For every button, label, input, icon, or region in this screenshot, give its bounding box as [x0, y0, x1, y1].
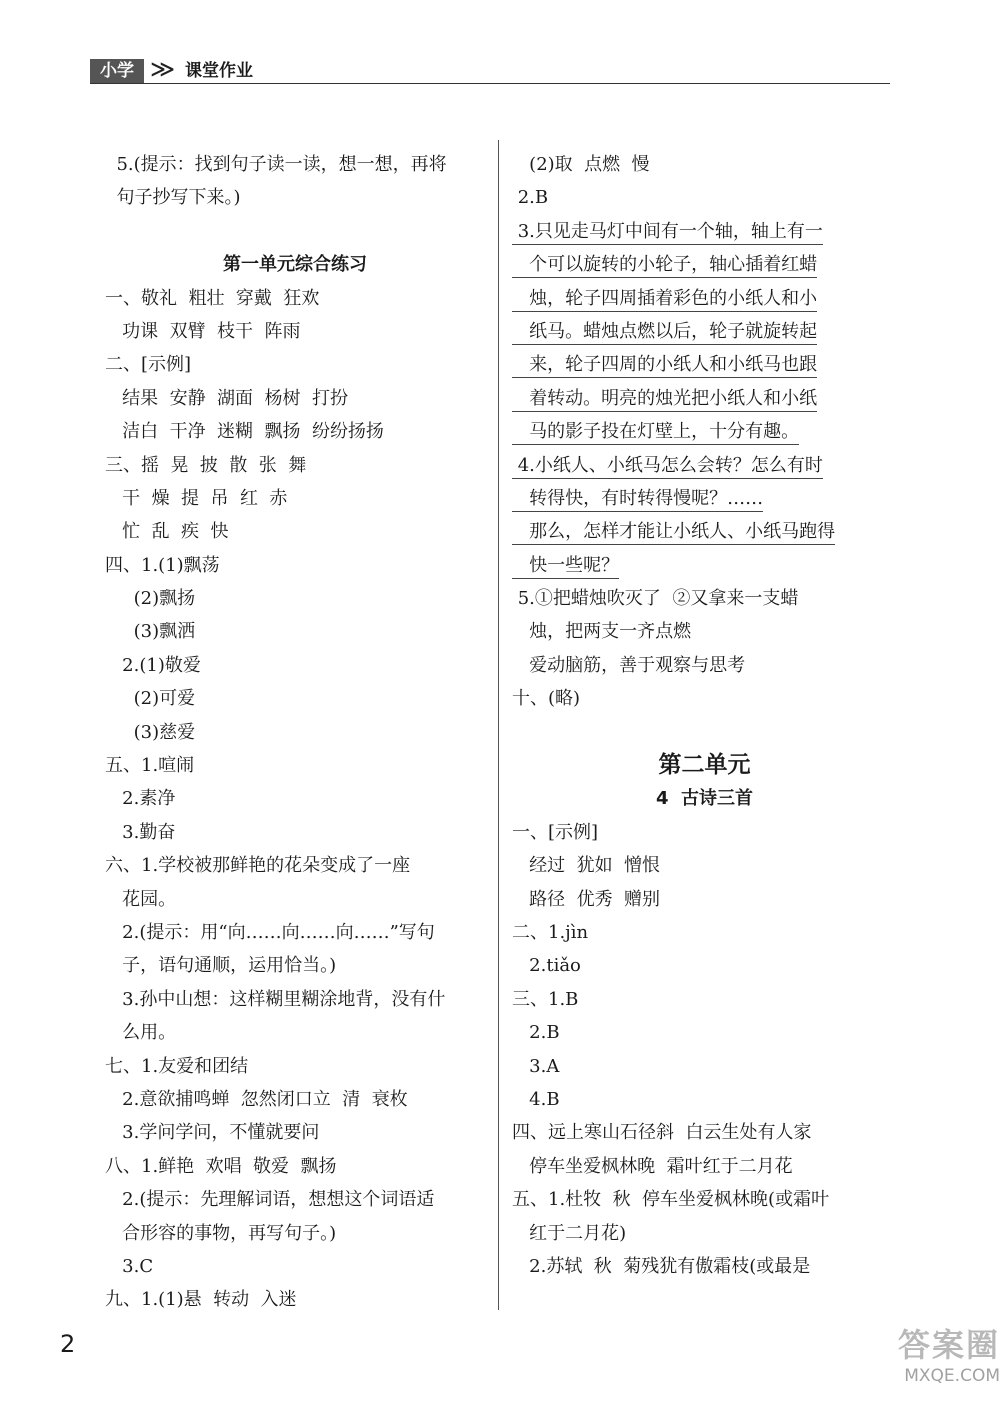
- left-column: [105, 148, 485, 1317]
- underlined-answer: 转得快，有时转得慢呢？……: [512, 488, 763, 512]
- answer-line: 八、1.鲜艳 欢唱 敬爱 飘扬: [105, 1155, 337, 1177]
- answer-line: 十、(略): [512, 688, 581, 710]
- answer-line: 路径 优秀 赠别: [512, 888, 661, 910]
- answer-line: 5.①把蜡烛吹灭了 ②又拿来一支蜡: [512, 588, 799, 610]
- underlined-answer: 着转动。明亮的烛光把小纸人和小纸: [512, 388, 817, 412]
- answer-line: 第二单元: [658, 752, 751, 779]
- underlined-answer: 那么，怎样才能让小纸人、小纸马跑得: [512, 521, 835, 545]
- answer-line: (2)飘扬: [105, 588, 196, 610]
- underlined-answer: 来，轮子四周的小纸人和小纸马也跟: [512, 354, 817, 378]
- watermark-logo: 答案圈: [897, 1326, 1000, 1364]
- answer-line: 洁白 干净 迷糊 飘扬 纷纷扬扬: [105, 421, 384, 443]
- answer-line: 句子抄写下来。): [105, 187, 241, 209]
- answer-line: 花园。: [105, 888, 177, 910]
- answer-line: (3)飘洒: [105, 621, 196, 643]
- answer-line: [512, 315, 897, 348]
- answer-line: 红于二月花): [512, 1222, 627, 1244]
- column-divider: [498, 140, 499, 1310]
- answer-line: 二、[示例]: [105, 354, 192, 376]
- answer-line: 2.(提示：先理解词语，想想这个词语适: [105, 1189, 435, 1211]
- answer-line: 忙 乱 疾 快: [105, 521, 229, 543]
- answer-line: 3.学问学问，不懂就要问: [105, 1122, 320, 1144]
- answer-line: 七、1.友爱和团结: [105, 1055, 249, 1077]
- header-title: 课堂作业: [185, 61, 253, 81]
- answer-line: 子，语句通顺，运用恰当。): [105, 955, 337, 977]
- answer-line: 2.苏轼 秋 菊残犹有傲霜枝(或最是: [512, 1255, 811, 1277]
- underlined-answer: 马的影子投在灯壁上，十分有趣。: [512, 421, 799, 445]
- answer-line: 结果 安静 湖面 杨树 打扮: [105, 387, 348, 409]
- answer-line: 2.意欲捕鸣蝉 忽然闭口立 清 衰枚: [105, 1088, 408, 1110]
- answer-line: 2.(1)敬爱: [105, 654, 201, 676]
- answer-line: 功课 双臂 枝干 阵雨: [105, 320, 301, 342]
- answer-line: 2.素净: [105, 788, 176, 810]
- underlined-answer: 4.小纸人、小纸马怎么会转？怎么有时: [512, 455, 823, 479]
- answer-line: [512, 449, 897, 482]
- answer-line: [105, 215, 485, 248]
- answer-line: 4.B: [512, 1088, 560, 1110]
- header-rule: [90, 83, 890, 84]
- answer-line: (3)慈爱: [105, 721, 196, 743]
- answer-line: 六、1.学校被那鲜艳的花朵变成了一座: [105, 855, 411, 877]
- answer-line: 3.A: [512, 1055, 560, 1077]
- answer-line: (2)取 点燃 慢: [512, 154, 650, 175]
- answer-line: 五、1.喧闹: [105, 755, 195, 777]
- answer-line: 停车坐爱枫林晚 霜叶红于二月花: [512, 1155, 793, 1177]
- page-number: 2: [60, 1330, 76, 1358]
- answer-line: 3.孙中山想：这样糊里糊涂地背，没有什: [105, 988, 446, 1010]
- answer-line: 2.B: [512, 187, 549, 209]
- underlined-answer: 个可以旋转的小轮子，轴心插着红蜡: [512, 254, 817, 278]
- answer-line: 三、1.B: [512, 988, 579, 1010]
- answer-line: (2)可爱: [105, 688, 196, 710]
- underlined-answer: 快一些呢？: [512, 555, 619, 579]
- underlined-answer: 纸马。蜡烛点燃以后，轮子就旋转起: [512, 321, 817, 345]
- answer-line: [512, 282, 897, 315]
- answer-line: 四、远上寒山石径斜 白云生处有人家: [512, 1122, 812, 1144]
- answer-line: 5.(提示：找到句子读一读，想一想，再将: [105, 154, 447, 175]
- answer-line: 3.勤奋: [105, 821, 176, 843]
- answer-line: 3.C: [105, 1255, 154, 1277]
- answer-line: [512, 248, 897, 281]
- answer-line: 三、摇 晃 披 散 张 舞: [105, 454, 307, 476]
- answer-line: [512, 482, 897, 515]
- answer-line: [512, 382, 897, 415]
- page-header: [90, 55, 890, 85]
- answer-line: 一、敬礼 粗壮 穿戴 狂欢: [105, 287, 320, 309]
- header-tag: 小学: [90, 59, 144, 83]
- answer-line: 经过 犹如 憎恨: [512, 855, 661, 877]
- answer-line: [512, 415, 897, 448]
- underlined-answer: 烛，轮子四周插着彩色的小纸人和小: [512, 288, 817, 312]
- chevron-icon: ≫: [150, 55, 176, 83]
- answer-line: 2.tiǎo: [512, 955, 581, 977]
- answer-line: 2.B: [512, 1022, 560, 1044]
- answer-line: [512, 215, 897, 248]
- answer-line: 干 燥 提 吊 红 赤: [105, 487, 288, 509]
- answer-line: 合形容的事物，再写句子。): [105, 1222, 337, 1244]
- answer-line: 么用。: [105, 1022, 177, 1044]
- watermark-url: MXQE.COM: [904, 1366, 1000, 1386]
- answer-line: 四、1.(1)飘荡: [105, 554, 220, 576]
- answer-line: 五、1.杜牧 秋 停车坐爱枫林晚(或霜叶: [512, 1189, 830, 1211]
- right-column: [512, 148, 897, 1283]
- answer-line: 第一单元综合练习: [223, 254, 367, 276]
- answer-line: [512, 716, 897, 749]
- answer-line: [512, 515, 897, 548]
- answer-line: 爱动脑筋，善于观察与思考: [512, 654, 746, 676]
- answer-line: [512, 549, 897, 582]
- answer-line: 烛，把两支一齐点燃: [512, 621, 692, 643]
- answer-line: [512, 348, 897, 381]
- answer-line: 二、1.jìn: [512, 921, 589, 943]
- watermark: [820, 1320, 1000, 1386]
- answer-line: 九、1.(1)悬 转动 入迷: [105, 1289, 297, 1311]
- answer-line: 4 古诗三首: [655, 788, 754, 810]
- answer-line: 一、[示例]: [512, 821, 599, 843]
- answer-line: 2.(提示：用“向……向……向……”写句: [105, 921, 435, 943]
- underlined-answer: 3.只见走马灯中间有一个轴，轴上有一: [512, 221, 823, 245]
